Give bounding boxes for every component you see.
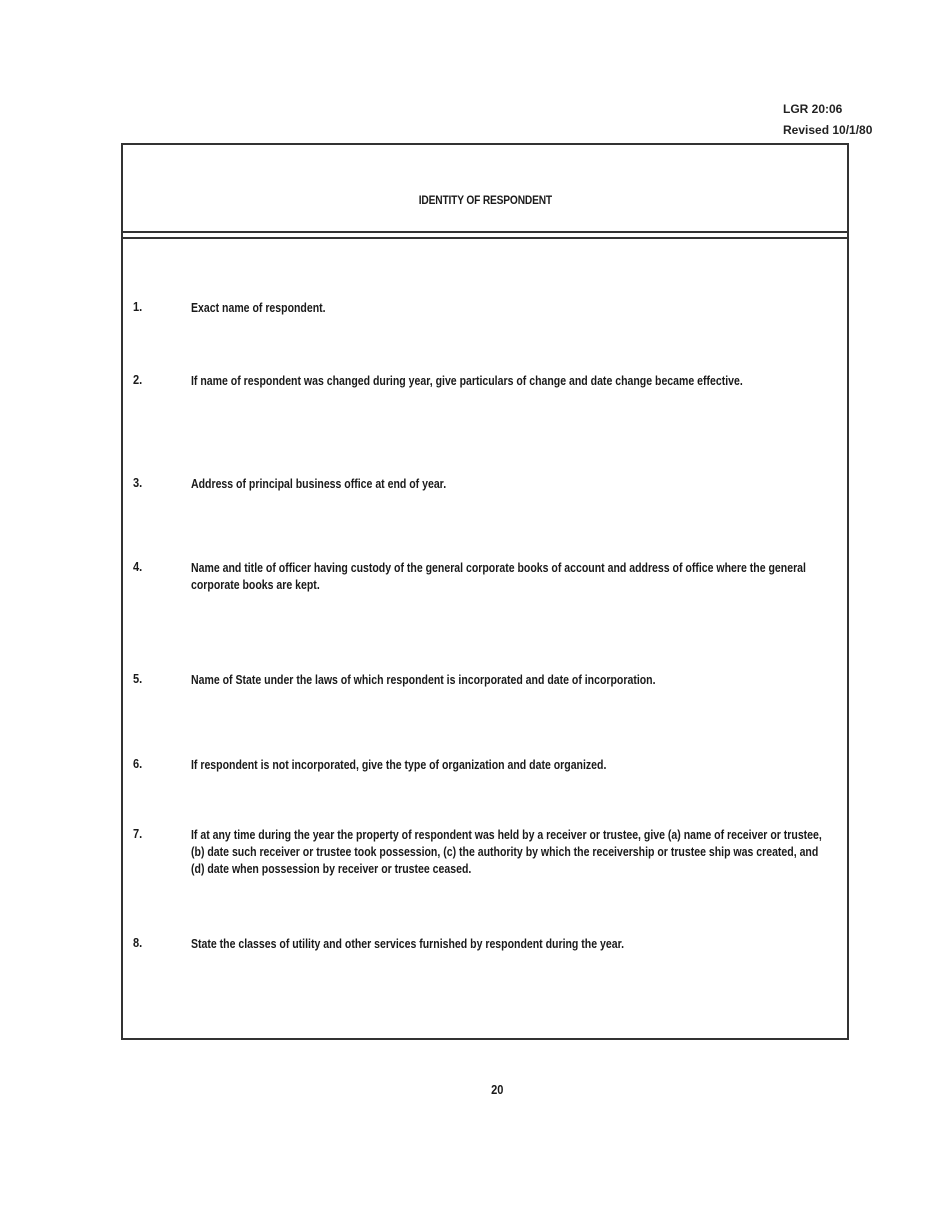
question-number: 5. — [133, 671, 143, 686]
question-number: 1. — [133, 299, 143, 314]
question-text: Address of principal business office at end of year. — [191, 476, 447, 491]
question-text: State the classes of utility and other services furnished by respondent during the year. — [191, 936, 625, 951]
form-code: LGR 20:06 — [783, 102, 843, 116]
question-number: 6. — [133, 756, 143, 771]
revision-date: Revised 10/1/80 — [783, 123, 873, 137]
question-text: If at any time during the year the property of respondent was held by a receiver or trustee, give (a) name of receiver or trustee, (b) date such receiver or trustee took possession, (c) the authority by which the receivership or trustee ship was created, and (d) date when possession by receiver or trustee ceased. — [191, 827, 822, 876]
page-number: 20 — [491, 1082, 504, 1097]
question-number: 3. — [133, 475, 143, 490]
question-text: If respondent is not incorporated, give the type of organization and date organized. — [191, 757, 607, 772]
form-title-wrap — [123, 191, 847, 209]
question-number: 2. — [133, 372, 143, 387]
form-title: IDENTITY OF RESPONDENT — [418, 193, 552, 207]
question-text: Exact name of respondent. — [191, 300, 326, 315]
question-text: If name of respondent was changed during year, give particulars of change and date change became effective. — [191, 373, 743, 388]
question-text: Name of State under the laws of which respondent is incorporated and date of incorporation. — [191, 672, 656, 687]
form-box — [121, 143, 849, 1040]
question-number: 8. — [133, 935, 143, 950]
question-text: Name and title of officer having custody of the general corporate books of account and address of office where the general corporate books are kept. — [191, 560, 806, 592]
divider — [123, 231, 847, 233]
question-number: 4. — [133, 559, 143, 574]
divider — [123, 237, 847, 239]
question-number: 7. — [133, 826, 143, 841]
